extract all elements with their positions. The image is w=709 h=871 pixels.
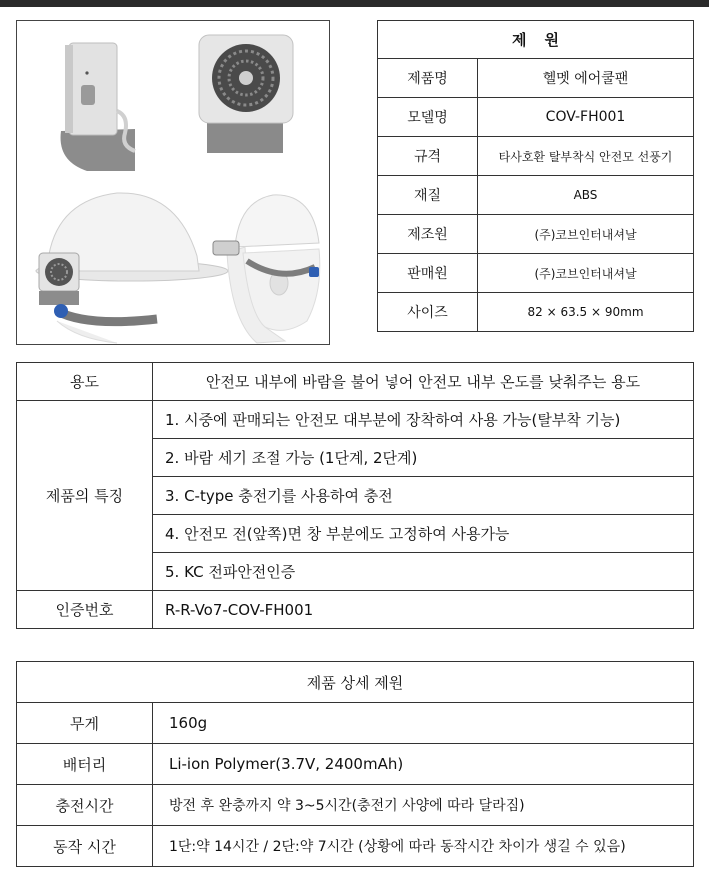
spec-label: 재질: [378, 176, 478, 215]
feature-item: 1. 시중에 판매되는 안전모 대부분에 장착하여 사용 가능(탈부착 기능): [153, 401, 694, 439]
spec-row: [378, 215, 694, 254]
spec-header-row: [378, 21, 694, 59]
spec-value: ABS: [478, 176, 694, 215]
feature-item: 4. 안전모 전(앞쪽)면 창 부분에도 고정하여 사용가능: [153, 515, 694, 553]
feature-row: [17, 401, 694, 439]
detail-row: [17, 744, 694, 785]
detail-label: 배터리: [17, 744, 153, 785]
product-illustration: [17, 21, 329, 344]
spec-row: [378, 293, 694, 332]
detail-table: [16, 661, 694, 867]
detail-value: Li-ion Polymer(3.7V, 2400mAh): [153, 744, 694, 785]
helmet-side-view: [36, 193, 228, 343]
product-image-panel: [16, 20, 330, 345]
spec-label: 모델명: [378, 98, 478, 137]
spec-value: 타사호환 탈부착식 안전모 선풍기: [478, 137, 694, 176]
feature-item: 5. KC 전파안전인증: [153, 553, 694, 591]
spec-label: 제조원: [378, 215, 478, 254]
detail-row: [17, 785, 694, 826]
spec-row: [378, 59, 694, 98]
fan-front-view: [199, 35, 293, 153]
spec-row: [378, 137, 694, 176]
detail-value: 1단:약 14시간 / 2단:약 7시간 (상황에 따라 동작시간 차이가 생길 수 있음): [153, 826, 694, 867]
spec-label: 규격: [378, 137, 478, 176]
detail-row: [17, 703, 694, 744]
fan-side-view: [61, 43, 135, 171]
detail-row: [17, 826, 694, 867]
spec-value: COV-FH001: [478, 98, 694, 137]
spec-label: 제품명: [378, 59, 478, 98]
spec-value: 헬멧 에어쿨팬: [478, 59, 694, 98]
cert-row: [17, 591, 694, 629]
cert-value: R-R-Vo7-COV-FH001: [153, 591, 694, 629]
spec-value: 82 × 63.5 × 90mm: [478, 293, 694, 332]
detail-value: 160g: [153, 703, 694, 744]
spec-value: (주)코브인터내셔날: [478, 215, 694, 254]
spec-row: [378, 254, 694, 293]
feature-item: 3. C-type 충전기를 사용하여 충전: [153, 477, 694, 515]
helmet-head-view: [213, 195, 320, 343]
cert-label: 인증번호: [17, 591, 153, 629]
spec-row: [378, 98, 694, 137]
detail-label: 무게: [17, 703, 153, 744]
features-label: 제품의 특징: [17, 401, 153, 591]
spec-label: 사이즈: [378, 293, 478, 332]
detail-value: 방전 후 완충까지 약 3~5시간(충전기 사양에 따라 달라짐): [153, 785, 694, 826]
usage-value: 안전모 내부에 바람을 불어 넣어 안전모 내부 온도를 낮춰주는 용도: [153, 363, 694, 401]
detail-header-row: [17, 662, 694, 703]
detail-label: 충전시간: [17, 785, 153, 826]
features-table: [16, 362, 694, 629]
spec-header: 제원: [378, 21, 694, 59]
detail-header: 제품 상세 제원: [17, 662, 694, 703]
feature-item: 2. 바람 세기 조절 가능 (1단계, 2단계): [153, 439, 694, 477]
spec-value: (주)코브인터내셔날: [478, 254, 694, 293]
spec-label: 판매원: [378, 254, 478, 293]
spec-table: [377, 20, 694, 332]
detail-label: 동작 시간: [17, 826, 153, 867]
usage-row: [17, 363, 694, 401]
spec-row: [378, 176, 694, 215]
top-bar: [0, 0, 709, 7]
usage-label: 용도: [17, 363, 153, 401]
